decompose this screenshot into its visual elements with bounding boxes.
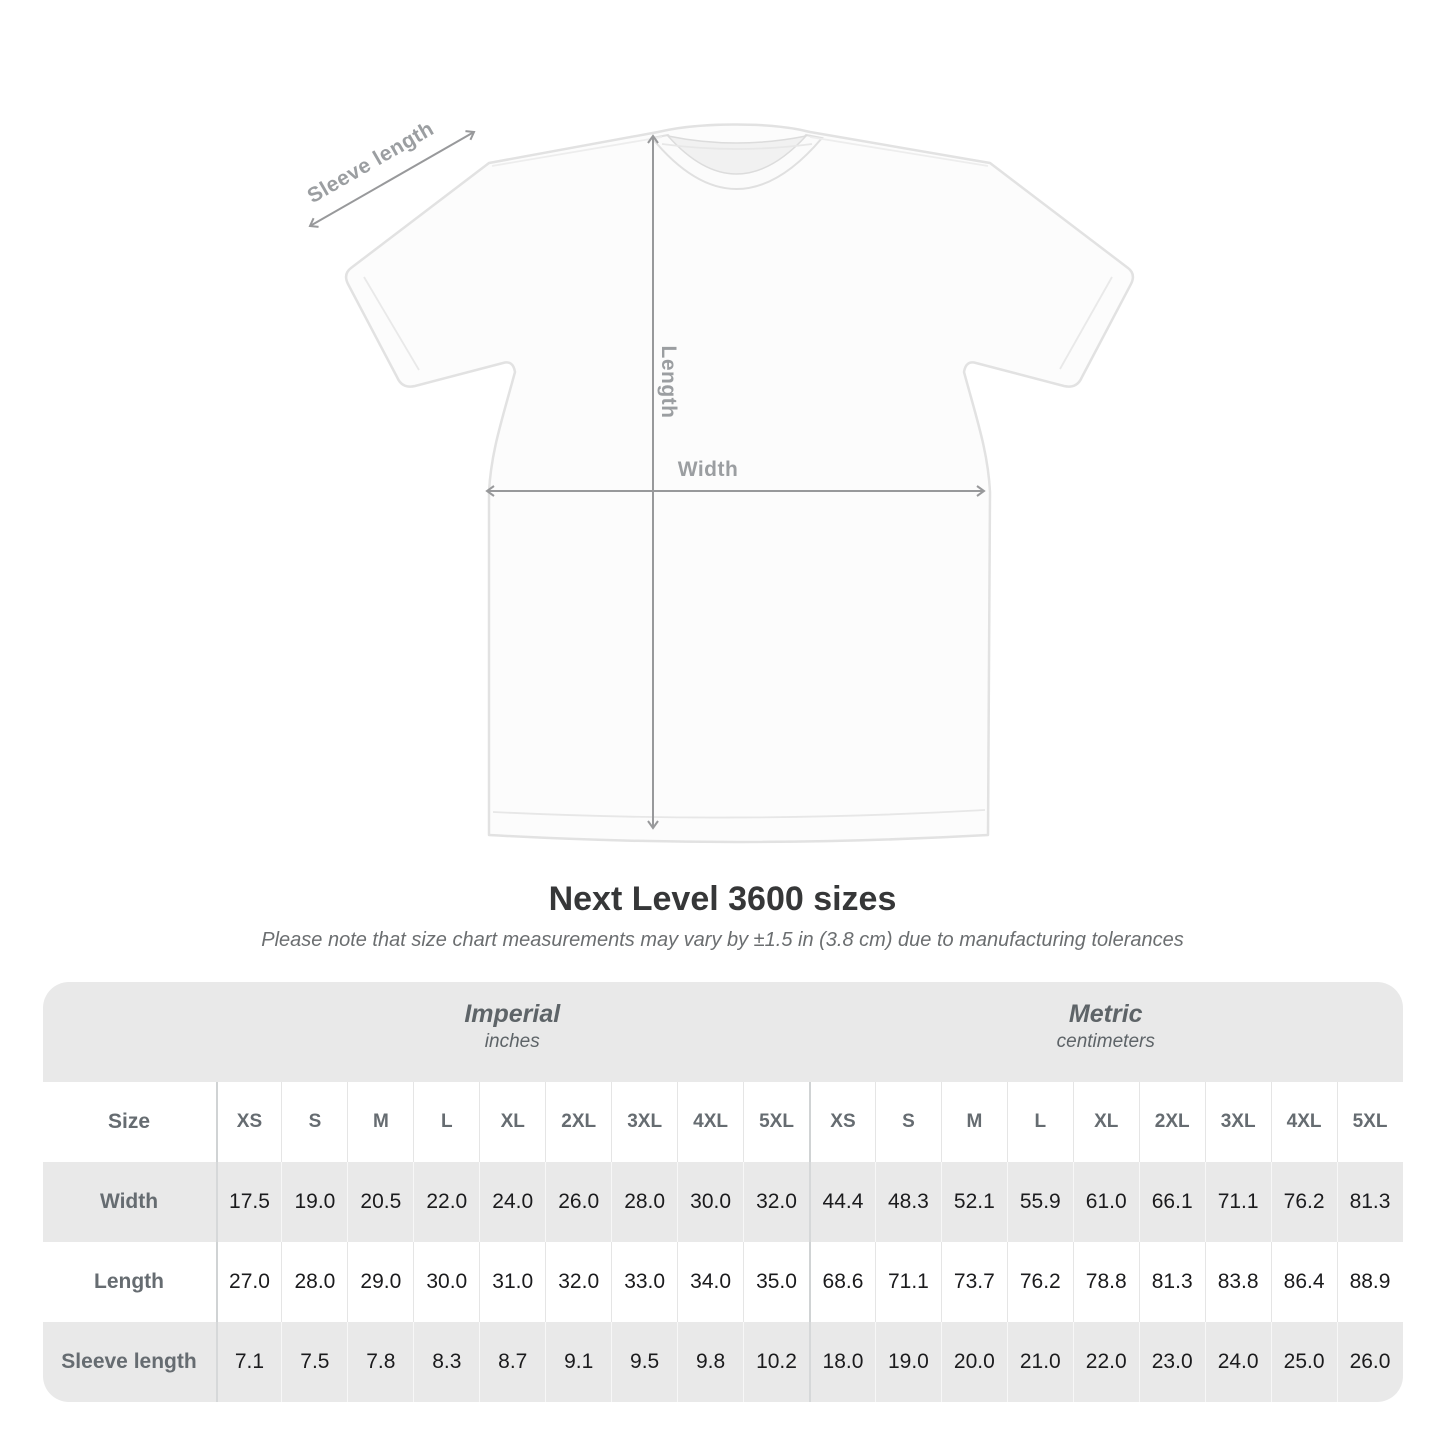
size-col-header: 4XL	[677, 1082, 743, 1162]
table-cell: 8.7	[479, 1322, 545, 1402]
table-cell: 61.0	[1073, 1162, 1139, 1242]
metric-label: Metric	[1068, 1000, 1143, 1028]
size-col-header: M	[347, 1082, 413, 1162]
table-cell: 30.0	[677, 1162, 743, 1242]
table-cell: 81.3	[1139, 1242, 1205, 1322]
table-cell: 24.0	[1205, 1322, 1271, 1402]
table-row	[43, 1162, 1403, 1242]
table-cell: 25.0	[1271, 1322, 1337, 1402]
table-cell: 71.1	[875, 1242, 941, 1322]
table-cell: 9.8	[677, 1322, 743, 1402]
size-col-header: 4XL	[1271, 1082, 1337, 1162]
size-col-header: XS	[216, 1082, 282, 1162]
heading-block	[0, 880, 1445, 952]
table-cell: 52.1	[941, 1162, 1007, 1242]
tshirt-shape	[346, 125, 1133, 843]
metric-unit-label: centimeters	[1056, 1031, 1155, 1052]
table-cell: 68.6	[809, 1242, 875, 1322]
page-title: Next Level 3600 sizes	[548, 880, 897, 918]
table-row	[43, 1322, 1403, 1402]
table-cell: 73.7	[941, 1242, 1007, 1322]
size-col-header: L	[1007, 1082, 1073, 1162]
table-cell: 30.0	[413, 1242, 479, 1322]
table-cell: 81.3	[1337, 1162, 1403, 1242]
table-cell: 88.9	[1337, 1242, 1403, 1322]
table-cell: 29.0	[347, 1242, 413, 1322]
size-col-header: 5XL	[743, 1082, 809, 1162]
length-label: Length	[657, 345, 680, 419]
table-cell: 22.0	[413, 1162, 479, 1242]
size-col-header: XS	[809, 1082, 875, 1162]
size-col-header: XL	[479, 1082, 545, 1162]
table-cell: 26.0	[1337, 1322, 1403, 1402]
table-cell: 7.5	[281, 1322, 347, 1402]
size-col-header: 2XL	[545, 1082, 611, 1162]
table-cell: 9.1	[545, 1322, 611, 1402]
table-cell: 35.0	[743, 1242, 809, 1322]
row-label: Width	[99, 1190, 159, 1213]
table-cell: 23.0	[1139, 1322, 1205, 1402]
size-col-header: M	[941, 1082, 1007, 1162]
table-cell: 10.2	[743, 1322, 809, 1402]
size-col-header: 3XL	[611, 1082, 677, 1162]
size-header-row	[43, 1082, 1403, 1162]
unit-header-spacer	[43, 982, 216, 1082]
table-cell: 7.8	[347, 1322, 413, 1402]
table-cell: 19.0	[875, 1322, 941, 1402]
table-cell: 31.0	[479, 1242, 545, 1322]
size-col-header: 3XL	[1205, 1082, 1271, 1162]
size-column-title: Size	[107, 1110, 151, 1133]
table-cell: 32.0	[545, 1242, 611, 1322]
table-cell: 33.0	[611, 1242, 677, 1322]
size-col-header: S	[875, 1082, 941, 1162]
table-cell: 21.0	[1007, 1322, 1073, 1402]
table-cell: 44.4	[809, 1162, 875, 1242]
table-cell: 55.9	[1007, 1162, 1073, 1242]
unit-header-metric	[809, 982, 1403, 1082]
size-col-header: L	[413, 1082, 479, 1162]
table-cell: 24.0	[479, 1162, 545, 1242]
table-cell: 71.1	[1205, 1162, 1271, 1242]
table-cell: 18.0	[809, 1322, 875, 1402]
table-cell: 48.3	[875, 1162, 941, 1242]
tolerance-note: Please note that size chart measurements may vary by ±1.5 in (3.8 cm) due to manufacturing tolerances	[261, 929, 1184, 951]
table-cell: 20.5	[347, 1162, 413, 1242]
unit-header-imperial	[216, 982, 810, 1082]
size-col-header: 2XL	[1139, 1082, 1205, 1162]
table-cell: 19.0	[281, 1162, 347, 1242]
sleeve-length-label: Sleeve length	[303, 117, 438, 208]
table-cell: 32.0	[743, 1162, 809, 1242]
table-cell: 76.2	[1271, 1162, 1337, 1242]
table-cell: 78.8	[1073, 1242, 1139, 1322]
size-col-header: 5XL	[1337, 1082, 1403, 1162]
table-cell: 7.1	[216, 1322, 282, 1402]
table-cell: 86.4	[1271, 1242, 1337, 1322]
table-cell: 83.8	[1205, 1242, 1271, 1322]
size-col-header: XL	[1073, 1082, 1139, 1162]
width-label: Width	[677, 458, 739, 481]
table-cell: 34.0	[677, 1242, 743, 1322]
table-cell: 66.1	[1139, 1162, 1205, 1242]
table-cell: 22.0	[1073, 1322, 1139, 1402]
table-cell: 28.0	[611, 1162, 677, 1242]
table-cell: 9.5	[611, 1322, 677, 1402]
table-cell: 17.5	[216, 1162, 282, 1242]
size-table	[43, 982, 1403, 1402]
unit-header-row	[43, 982, 1403, 1082]
table-row	[43, 1242, 1403, 1322]
table-cell: 20.0	[941, 1322, 1007, 1402]
imperial-label: Imperial	[464, 1000, 561, 1028]
imperial-unit-label: inches	[484, 1031, 540, 1052]
table-cell: 8.3	[413, 1322, 479, 1402]
table-cell: 28.0	[281, 1242, 347, 1322]
table-cell: 26.0	[545, 1162, 611, 1242]
size-col-header: S	[281, 1082, 347, 1162]
row-label: Sleeve length	[61, 1350, 197, 1373]
table-cell: 27.0	[216, 1242, 282, 1322]
row-label: Length	[94, 1270, 164, 1293]
table-cell: 76.2	[1007, 1242, 1073, 1322]
